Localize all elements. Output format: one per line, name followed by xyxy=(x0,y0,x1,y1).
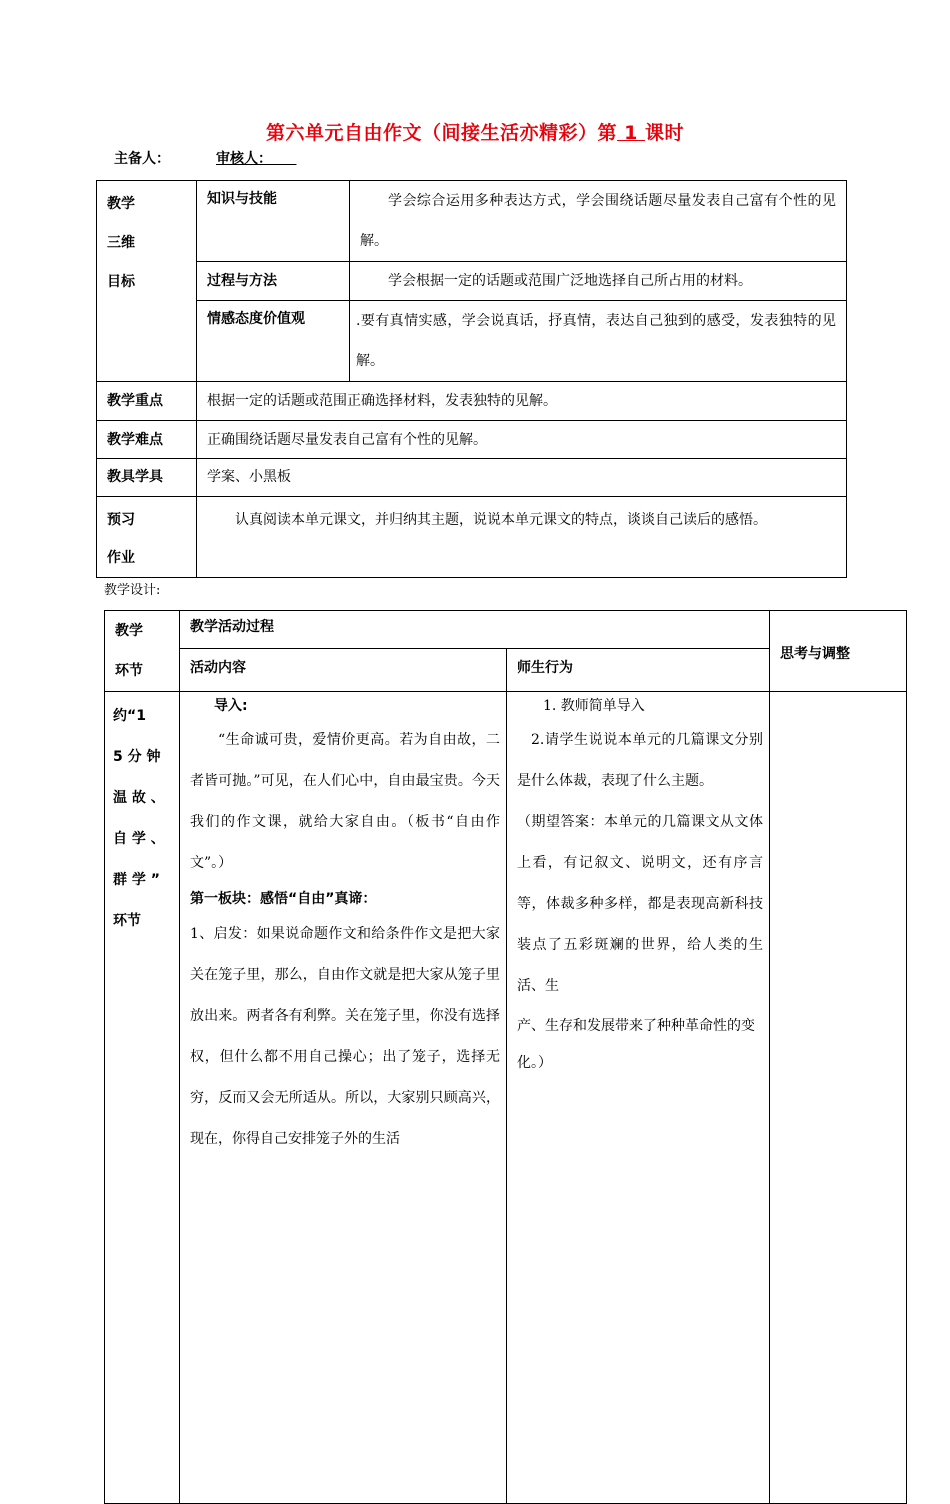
page-title xyxy=(0,118,950,145)
difficulty-label: 教学难点 xyxy=(97,421,197,459)
stage-cell: 约“1 5 分 钟 温 故 、 自 学 、 群 学 ” 环节 xyxy=(105,692,180,1504)
process-label: 过程与方法 xyxy=(197,262,350,301)
behavior-line2: 2.请学生说说本单元的几篇课文分别是什么体裁，表现了什么主题。 xyxy=(517,732,763,789)
design-table xyxy=(104,610,907,1504)
reviewer-label: 审核人： xyxy=(216,151,272,167)
behavior-line5: 化。） xyxy=(517,1055,552,1071)
process-header: 教学活动过程 xyxy=(180,611,770,649)
emotion-content: .要有真情实感，学会说真话，抒真情，表达自己独到的感受，发表独特的见解。 xyxy=(350,301,847,382)
activity-header: 活动内容 xyxy=(180,649,507,692)
tools-label: 教具学具 xyxy=(97,459,197,497)
preparer-label: 主备人： xyxy=(114,151,170,167)
title-part2: 课时 xyxy=(644,122,684,144)
reflect-header: 思考与调整 xyxy=(770,611,907,692)
objectives-table xyxy=(96,180,847,578)
title-part1: 第六单元自由作文（间接生活亦精彩）第 xyxy=(266,122,618,144)
title-number: 1 xyxy=(617,122,645,144)
knowledge-label: 知识与技能 xyxy=(197,181,350,262)
activity-cell xyxy=(180,692,507,1504)
behavior-line3: （期望答案：本单元的几篇课文从文体上看，有记叙文、说明文，还有序言等，体裁多种多样，都是表现高新科技装点了五彩斑斓的世界，给人类的生活、生 xyxy=(517,814,763,994)
process-content: 学会根据一定的话题或范围广泛地选择自己所占用的材料。 xyxy=(350,262,847,301)
behavior-line4: 产、生存和发展带来了种种革命性的变 xyxy=(517,1018,755,1034)
preview-label: 预习 作业 xyxy=(97,497,197,578)
reflect-cell xyxy=(770,692,907,1504)
behavior-line1: 1. 教师简单导入 xyxy=(543,698,645,714)
preview-content: 认真阅读本单元课文，并归纳其主题，说说本单元课文的特点，谈谈自己读后的感悟。 xyxy=(197,497,847,578)
goal-label-cell: 教学 三维 目标 xyxy=(97,181,197,382)
section1-title: 第一板块：感悟“自由”真谛： xyxy=(190,891,377,907)
behavior-header: 师生行为 xyxy=(507,649,770,692)
knowledge-content: 学会综合运用多种表达方式，学会围绕话题尽量发表自己富有个性的见解。 xyxy=(350,181,847,262)
section1-text: 1、启发：如果说命题作文和给条件作文是把大家关在笼子里，那么，自由作文就是把大家从笼子里放出来。两者各有利弊。关在笼子里，你没有选择权，但什么都不用自己操心；出了笼子，选择无穷，反而又会无所适从。所以，大家别只顾高兴，现在，你得自己安排笼子外的生活 xyxy=(190,926,500,1147)
tools-content: 学案、小黑板 xyxy=(197,459,847,497)
intro-label: 导入: xyxy=(214,698,248,714)
behavior-cell xyxy=(507,692,770,1504)
design-caption: 教学设计: xyxy=(104,583,161,598)
difficulty-content: 正确围绕话题尽量发表自己富有个性的见解。 xyxy=(197,421,847,459)
intro-text: “生命诚可贵，爱情价更高。若为自由故，二者皆可抛。”可见，在人们心中，自由最宝贵。今天我们的作文课，就给大家自由。（板书“自由作文”。） xyxy=(190,732,500,871)
key-point-content: 根据一定的话题或范围正确选择材料，发表独特的见解。 xyxy=(197,382,847,421)
key-point-label: 教学重点 xyxy=(97,382,197,421)
emotion-label: 情感态度价值观 xyxy=(197,301,350,382)
stage-header: 教学 环节 xyxy=(105,611,180,692)
